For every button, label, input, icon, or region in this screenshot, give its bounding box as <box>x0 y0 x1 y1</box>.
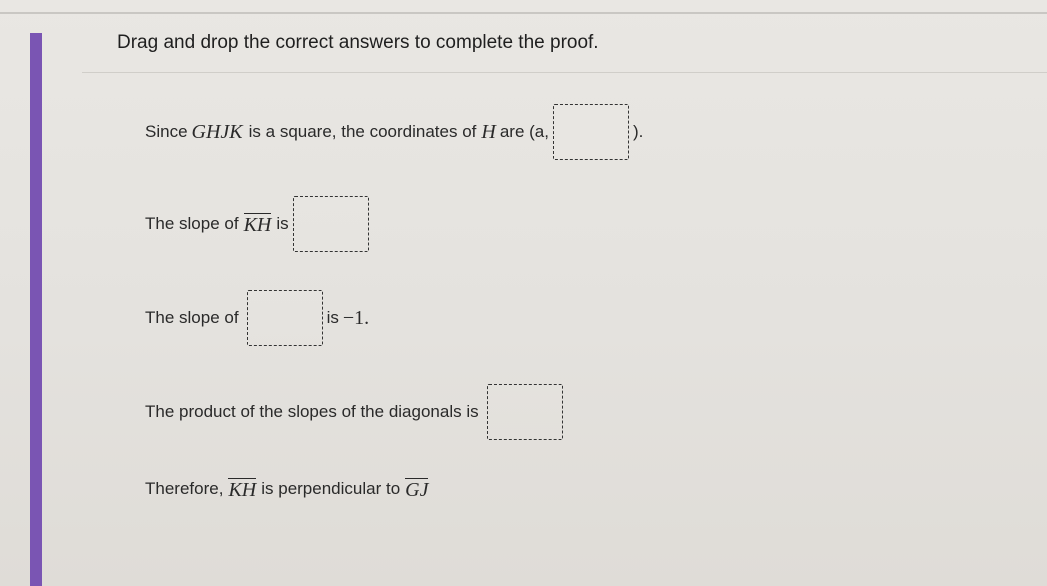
point-name: H <box>481 120 496 143</box>
proof-line-5 <box>145 478 433 500</box>
line2-suffix: is <box>276 214 289 233</box>
drop-zone-2[interactable] <box>293 196 369 252</box>
line1-suffix: ). <box>632 122 644 141</box>
segment-kh: KH <box>228 479 257 501</box>
top-border <box>0 12 1047 14</box>
segment-gj: GJ <box>405 479 429 501</box>
line1-middle2: are (a, <box>499 122 549 141</box>
instruction-text: Drag and drop the correct answers to complete the proof. <box>117 32 599 53</box>
line5-prefix: Therefore, <box>145 479 224 498</box>
line1-middle: is a square, the coordinates of <box>248 122 477 141</box>
divider <box>82 72 1047 73</box>
line3-suffix: is <box>326 308 339 327</box>
line2-prefix: The slope of <box>145 214 239 233</box>
square-name: GHJK <box>191 120 243 143</box>
line4-prefix: The product of the slopes of the diagonals is <box>145 402 479 421</box>
line1-prefix: Since <box>145 122 188 141</box>
drop-zone-1[interactable] <box>553 104 629 160</box>
proof-line-4 <box>145 384 567 440</box>
drop-zone-3[interactable] <box>247 290 323 346</box>
line5-middle: is perpendicular to <box>261 479 401 498</box>
proof-line-2 <box>145 196 373 252</box>
segment-kh: KH <box>243 214 272 236</box>
slope-value: −1. <box>342 306 370 329</box>
drop-zone-4[interactable] <box>487 384 563 440</box>
question-accent-bar <box>30 33 42 586</box>
proof-line-3 <box>145 290 369 346</box>
proof-line-1 <box>145 104 643 160</box>
line3-prefix: The slope of <box>145 308 239 327</box>
